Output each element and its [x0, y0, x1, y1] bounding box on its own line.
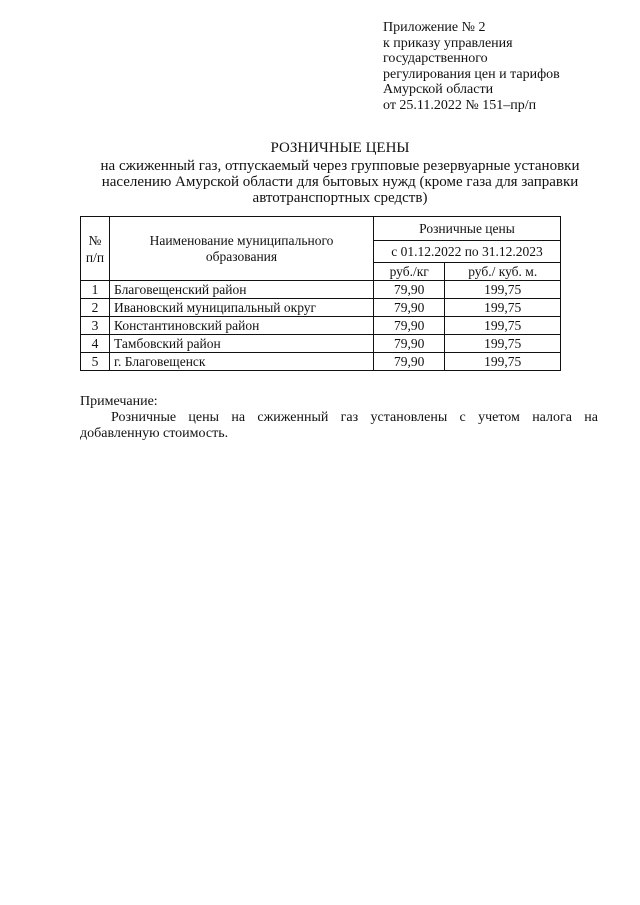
document-subtitle: [60, 158, 620, 206]
row-price-kg: 79,90: [374, 353, 445, 371]
table-row: [81, 299, 561, 317]
subtitle-line: автотранспортных средств): [252, 190, 428, 206]
prices-header: Розничные цены: [374, 217, 561, 241]
row-num: 4: [81, 335, 110, 353]
table-row: [81, 353, 561, 371]
row-num: 5: [81, 353, 110, 371]
unit-m3-header: руб./ куб. м.: [445, 263, 561, 281]
row-price-kg: 79,90: [374, 335, 445, 353]
table-row: [81, 281, 561, 299]
appendix-line: от 25.11.2022 № 151–пр/п: [383, 97, 537, 113]
note-heading: Примечание:: [80, 394, 158, 409]
row-num: 3: [81, 317, 110, 335]
unit-kg-header: руб./кг: [374, 263, 445, 281]
row-price-m3: 199,75: [445, 299, 561, 317]
table-row: [81, 317, 561, 335]
row-num: 2: [81, 299, 110, 317]
col-num-line1: №: [88, 232, 102, 248]
period-header: с 01.12.2022 по 31.12.2023: [374, 241, 561, 263]
appendix-line: Амурской области: [383, 82, 494, 97]
row-price-m3: 199,75: [445, 281, 561, 299]
subtitle-line: на сжиженный газ, отпускаемый через групповые резервуарные установки: [100, 158, 580, 174]
appendix-line: регулирования цен и тарифов: [383, 66, 560, 82]
row-price-kg: 79,90: [374, 281, 445, 299]
prices-table: [80, 216, 561, 371]
row-name: г. Благовещенск: [110, 353, 374, 371]
row-name: Ивановский муниципальный округ: [110, 299, 374, 317]
col-num-header: [81, 217, 110, 281]
appendix-line: Приложение № 2: [383, 20, 486, 35]
row-price-m3: 199,75: [445, 335, 561, 353]
appendix-header: [383, 20, 633, 113]
col-num-line2: п/п: [85, 249, 105, 265]
row-price-m3: 199,75: [445, 317, 561, 335]
row-price-kg: 79,90: [374, 299, 445, 317]
appendix-line: к приказу управления: [383, 35, 513, 51]
document-title: РОЗНИЧНЫЕ ЦЕНЫ: [270, 140, 410, 156]
row-num: 1: [81, 281, 110, 299]
subtitle-line: населению Амурской области для бытовых нужд (кроме газа для заправки: [101, 174, 579, 190]
table-row: [81, 335, 561, 353]
col-name-header: Наименование муниципального образования: [110, 217, 374, 281]
row-name: Константиновский район: [110, 317, 374, 335]
row-price-m3: 199,75: [445, 353, 561, 371]
row-name: Благовещенский район: [110, 281, 374, 299]
row-price-kg: 79,90: [374, 317, 445, 335]
note-text: Розничные цены на сжиженный газ установлены с учетом налога на добавленную стоимость.: [80, 410, 598, 441]
table-header-row: [81, 217, 561, 241]
row-name: Тамбовский район: [110, 335, 374, 353]
appendix-line: государственного: [383, 51, 488, 66]
